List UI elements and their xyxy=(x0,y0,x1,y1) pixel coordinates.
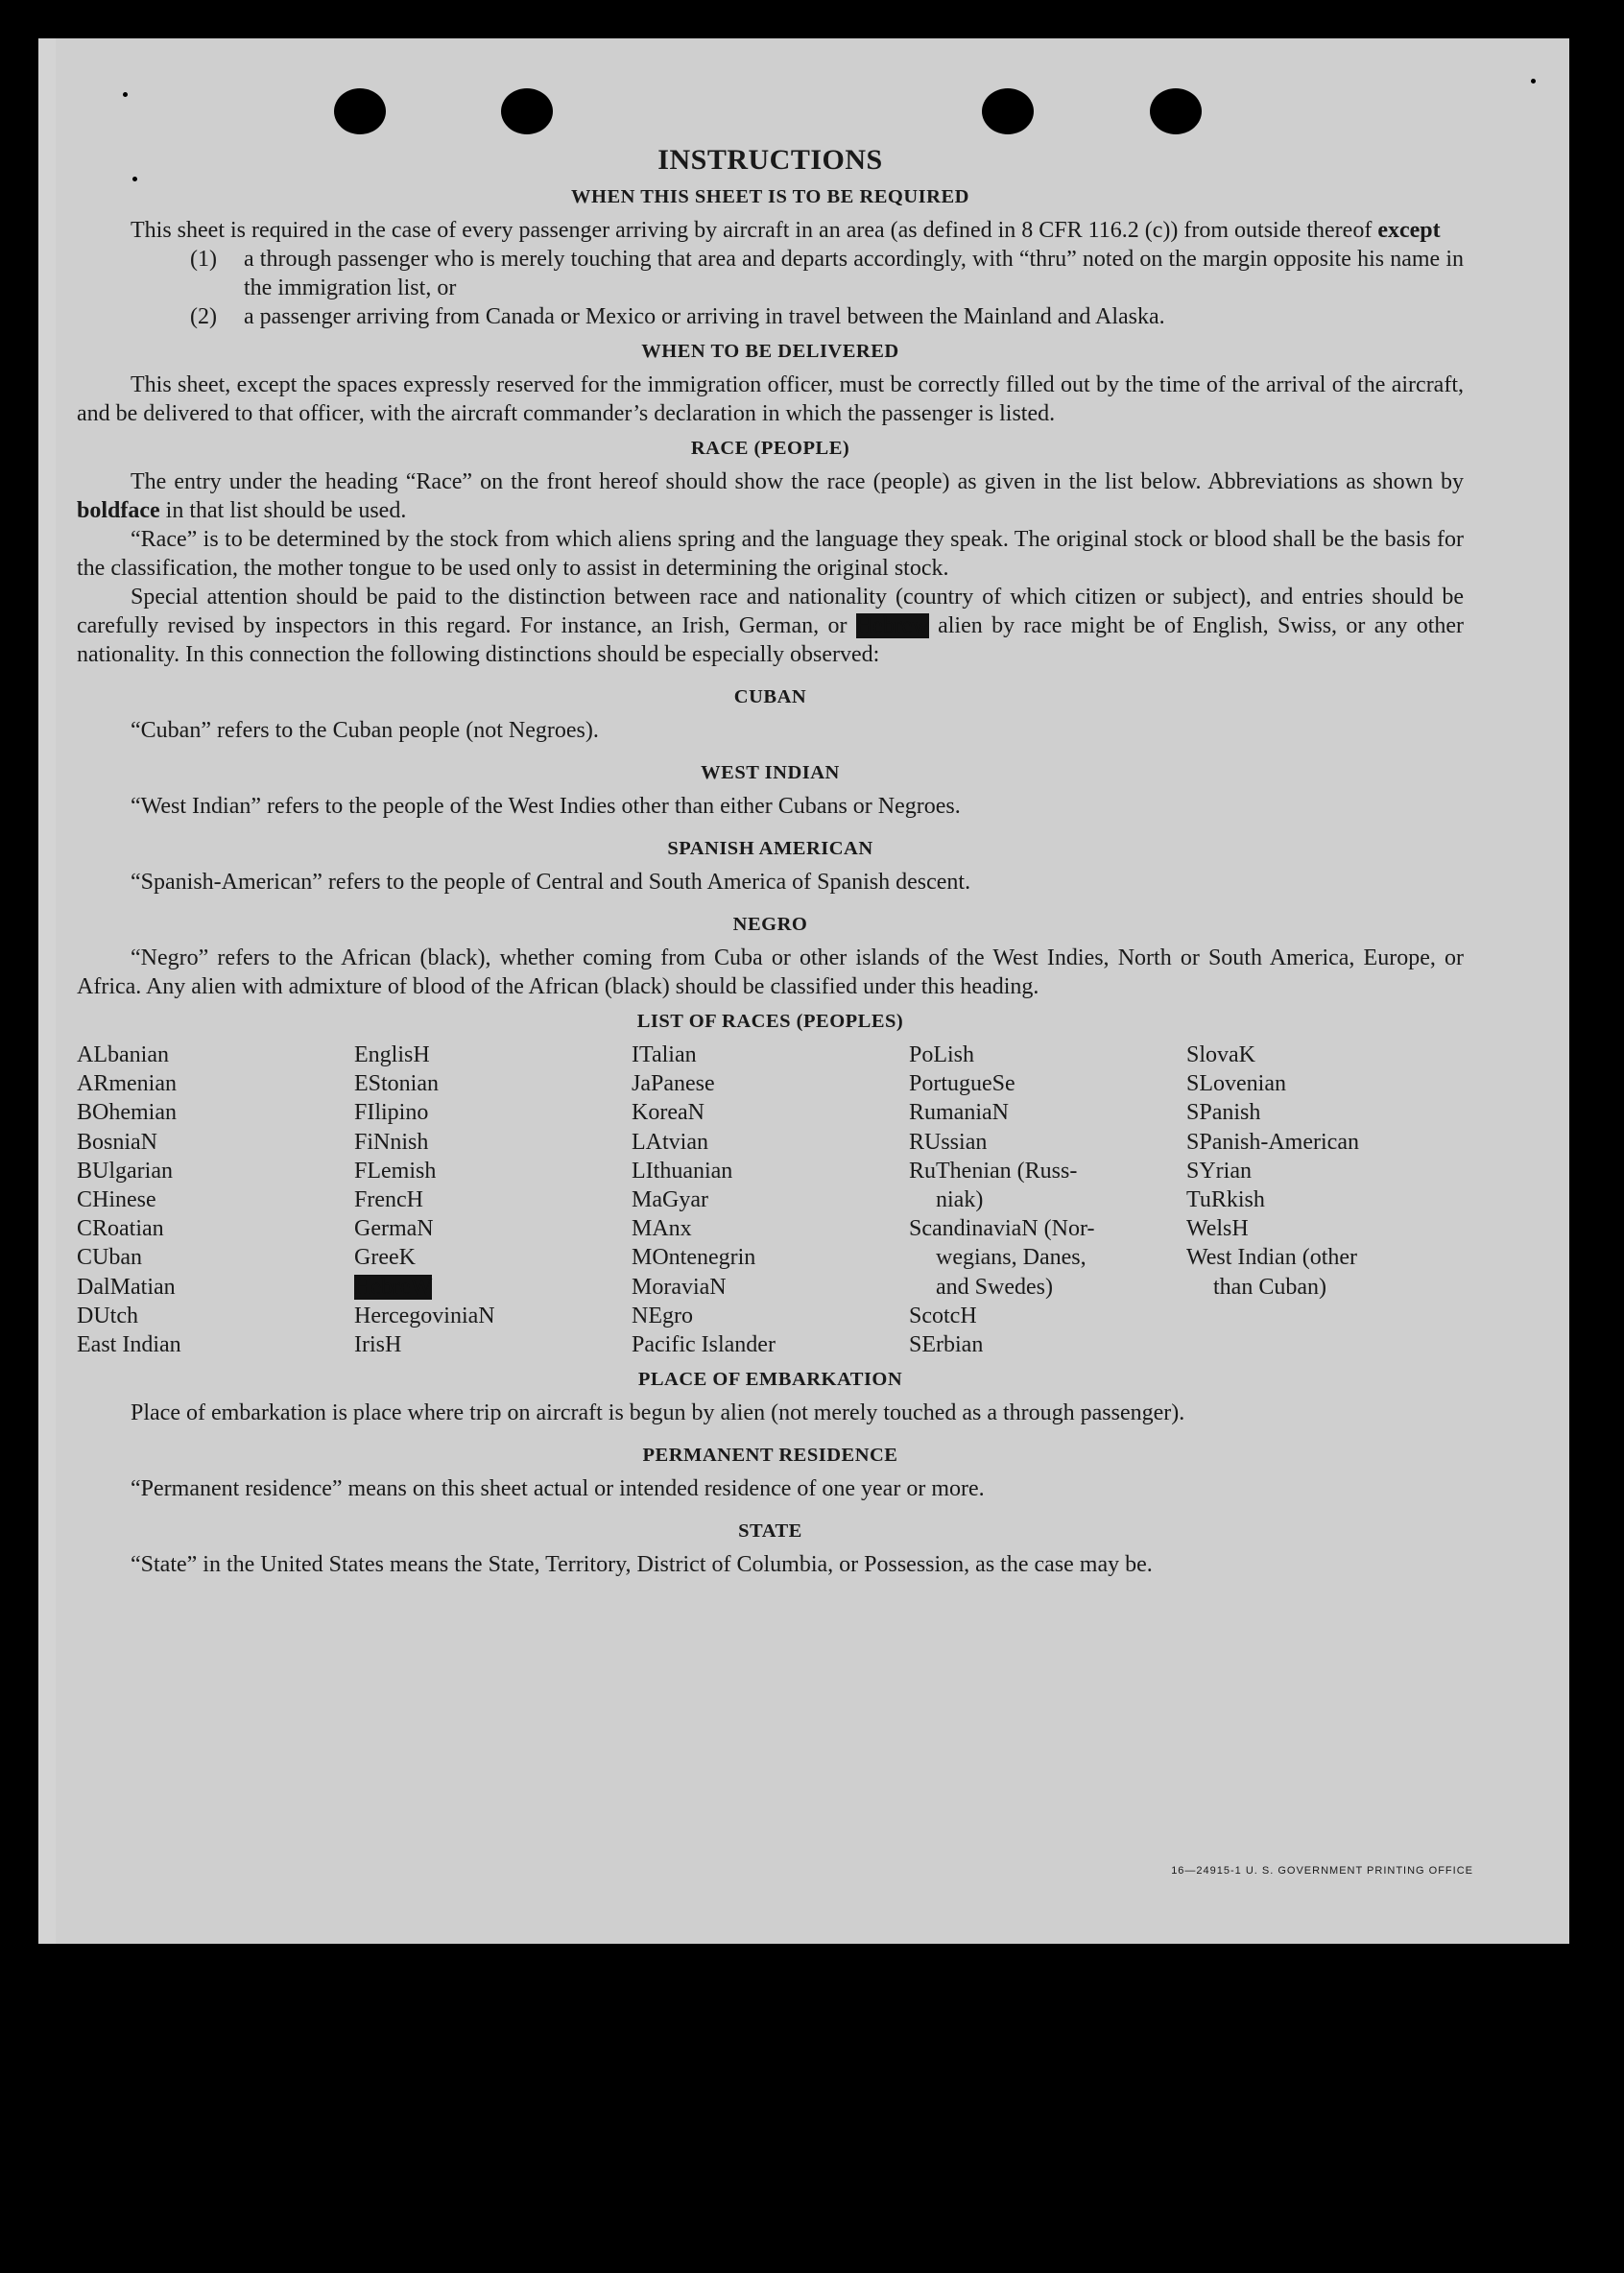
race-entry: BOhemian xyxy=(77,1100,177,1126)
races-column xyxy=(909,1041,1186,1359)
race-entry: ScotcH xyxy=(909,1303,977,1328)
section-heading: NEGRO xyxy=(732,914,808,935)
races-column xyxy=(77,1041,354,1359)
race-entry: HercegoviniaN xyxy=(354,1303,495,1328)
race-entry: CHinese xyxy=(77,1187,156,1213)
section-heading: WHEN THIS SHEET IS TO BE REQUIRED xyxy=(571,186,969,207)
race-entry: EnglisH xyxy=(354,1042,430,1067)
race-entry: CUban xyxy=(77,1245,142,1271)
paragraph: “West Indian” refers to the people of the West Indies other than either Cubans or Negroes. xyxy=(131,794,961,819)
race-entry: SLovenian xyxy=(1186,1071,1286,1097)
race-entry: DalMatian xyxy=(77,1274,176,1300)
list-item: (2) a passenger arriving from Canada or Mexico or arriving in travel between the Mainland and Alaska. xyxy=(190,304,1165,329)
race-entry: MAnx xyxy=(632,1216,692,1242)
paragraph: Place of embarkation is place where trip on aircraft is begun by alien (not merely touched as a through passenger). xyxy=(131,1400,1185,1426)
race-entry: JaPanese xyxy=(632,1071,715,1097)
sheet-edge xyxy=(38,38,56,1944)
race-entry: IrisH xyxy=(354,1332,402,1358)
race-entry: ALbanian xyxy=(77,1042,169,1067)
section-heading: WHEN TO BE DELIVERED xyxy=(641,341,899,362)
race-entry: and Swedes) xyxy=(936,1274,1053,1300)
race-entry: MaGyar xyxy=(632,1187,708,1213)
document-sheet xyxy=(38,38,1569,1944)
race-entry: SPanish-American xyxy=(1186,1129,1359,1155)
race-entry: PoLish xyxy=(909,1042,975,1067)
race-entry: TuRkish xyxy=(1186,1187,1265,1213)
instructions-body xyxy=(77,144,1465,1579)
race-entry: ITalian xyxy=(632,1042,697,1067)
printer-imprint: 16—24915-1 U. S. GOVERNMENT PRINTING OFFICE xyxy=(1171,1865,1473,1877)
section-heading: CUBAN xyxy=(733,686,807,707)
speck-mark xyxy=(1531,79,1536,84)
race-entry: wegians, Danes, xyxy=(936,1245,1087,1271)
race-entry: GermaN xyxy=(354,1216,434,1242)
race-entry: RumaniaN xyxy=(909,1100,1009,1126)
section-heading: SPANISH AMERICAN xyxy=(667,838,873,859)
race-entry: SErbian xyxy=(909,1332,984,1358)
redacted-word: HebreW xyxy=(354,1274,433,1300)
section-heading: WEST INDIAN xyxy=(701,762,840,783)
race-entry: SlovaK xyxy=(1186,1042,1255,1067)
race-entry: GreeK xyxy=(354,1245,416,1271)
redacted-word: Hebrew xyxy=(855,613,929,638)
paragraph: “Spanish-American” refers to the people of Central and South America of Spanish descent. xyxy=(131,870,971,895)
race-entry: MOntenegrin xyxy=(632,1245,756,1271)
race-entry: SYrian xyxy=(1186,1158,1252,1184)
race-entry: niak) xyxy=(936,1187,984,1213)
section-heading: PERMANENT RESIDENCE xyxy=(642,1445,898,1467)
race-entry: KoreaN xyxy=(632,1100,705,1126)
race-entry: NEgro xyxy=(632,1303,693,1328)
races-column xyxy=(632,1041,909,1359)
race-entry: SPanish xyxy=(1186,1100,1261,1126)
paragraph: “State” in the United States means the State, Territory, District of Columbia, or Possession, as the case may be. xyxy=(131,1552,1153,1578)
race-entry: WelsH xyxy=(1186,1216,1249,1242)
race-entry: ARmenian xyxy=(77,1071,177,1097)
punch-hole xyxy=(982,88,1034,134)
section-heading: LIST OF RACES (PEOPLES) xyxy=(636,1011,904,1032)
section-heading: RACE (PEOPLE) xyxy=(690,438,850,459)
section-heading: STATE xyxy=(738,1520,802,1543)
races-column xyxy=(1186,1041,1464,1359)
paragraph: “Race” is to be determined by the stock from which aliens spring and the language they speak. The original stock or blood shall be the basis for the classification, the mother tongue to be used only to assist in determining the original stock. xyxy=(77,527,1464,581)
race-entry: LAtvian xyxy=(632,1129,708,1155)
race-entry: LIthuanian xyxy=(632,1158,733,1184)
race-entry: West Indian (other xyxy=(1186,1245,1358,1271)
list-item: (1) a through passenger who is merely touching that area and departs accordingly, with “thru” noted on the margin opposite his name in the immigration list, or xyxy=(190,247,1464,300)
race-entry: PortugueSe xyxy=(909,1071,1015,1097)
race-entry: East Indian xyxy=(77,1332,181,1358)
races-column xyxy=(354,1041,632,1359)
punch-hole xyxy=(501,88,553,134)
paragraph: The entry under the heading “Race” on the front hereof should show the race (people) as given in the list below. Abbreviations as shown by boldface in that list should be used. xyxy=(77,469,1464,523)
speck-mark xyxy=(123,92,128,97)
paragraph: Special attention should be paid to the distinction between race and nationality (country of which citizen or subject), and entries should be carefully revised by inspectors in this regard. For instance, an Irish, German, or Hebrew alien by race might be of English, Swiss, or any other nationality. In this connection the following distinctions should be especially observed: xyxy=(77,585,1465,667)
race-entry: FrencH xyxy=(354,1187,423,1213)
paragraph: “Negro” refers to the African (black), whether coming from Cuba or other islands of the West Indies, North or South America, Europe, or Africa. Any alien with admixture of blood of the African (black) should be classified under this heading. xyxy=(77,945,1464,999)
paragraph: “Permanent residence” means on this sheet actual or intended residence of one year or more. xyxy=(131,1476,985,1502)
race-entry: than Cuban) xyxy=(1213,1274,1326,1300)
race-entry: CRoatian xyxy=(77,1216,164,1242)
race-entry: ScandinaviaN (Nor- xyxy=(909,1216,1095,1242)
race-entry: FiNnish xyxy=(354,1129,429,1155)
races-list xyxy=(77,1041,1464,1359)
race-entry: BosniaN xyxy=(77,1129,157,1155)
race-entry: DUtch xyxy=(77,1303,138,1328)
race-entry: Pacific Islander xyxy=(632,1332,776,1358)
race-entry: MoraviaN xyxy=(632,1274,727,1300)
page-title: INSTRUCTIONS xyxy=(657,144,883,176)
paragraph: “Cuban” refers to the Cuban people (not Negroes). xyxy=(131,718,599,743)
race-entry: RUssian xyxy=(909,1129,988,1155)
section-heading: PLACE OF EMBARKATION xyxy=(637,1369,903,1391)
punch-hole xyxy=(1150,88,1202,134)
paragraph: This sheet is required in the case of every passenger arriving by aircraft in an area (as defined in 8 CFR 116.2 (c)) from outside thereof except xyxy=(131,218,1441,243)
paragraph: This sheet, except the spaces expressly reserved for the immigration officer, must be correctly filled out by the time of the arrival of the aircraft, and be delivered to that officer, with the aircraft commander’s declaration in which the passenger is listed. xyxy=(77,372,1464,426)
race-entry: FLemish xyxy=(354,1158,437,1184)
punch-hole xyxy=(334,88,386,134)
race-entry: FIlipino xyxy=(354,1100,429,1126)
race-entry: RuThenian (Russ- xyxy=(909,1158,1078,1184)
race-entry xyxy=(354,1273,632,1302)
race-entry: EStonian xyxy=(354,1071,439,1097)
race-entry: BUlgarian xyxy=(77,1158,173,1184)
